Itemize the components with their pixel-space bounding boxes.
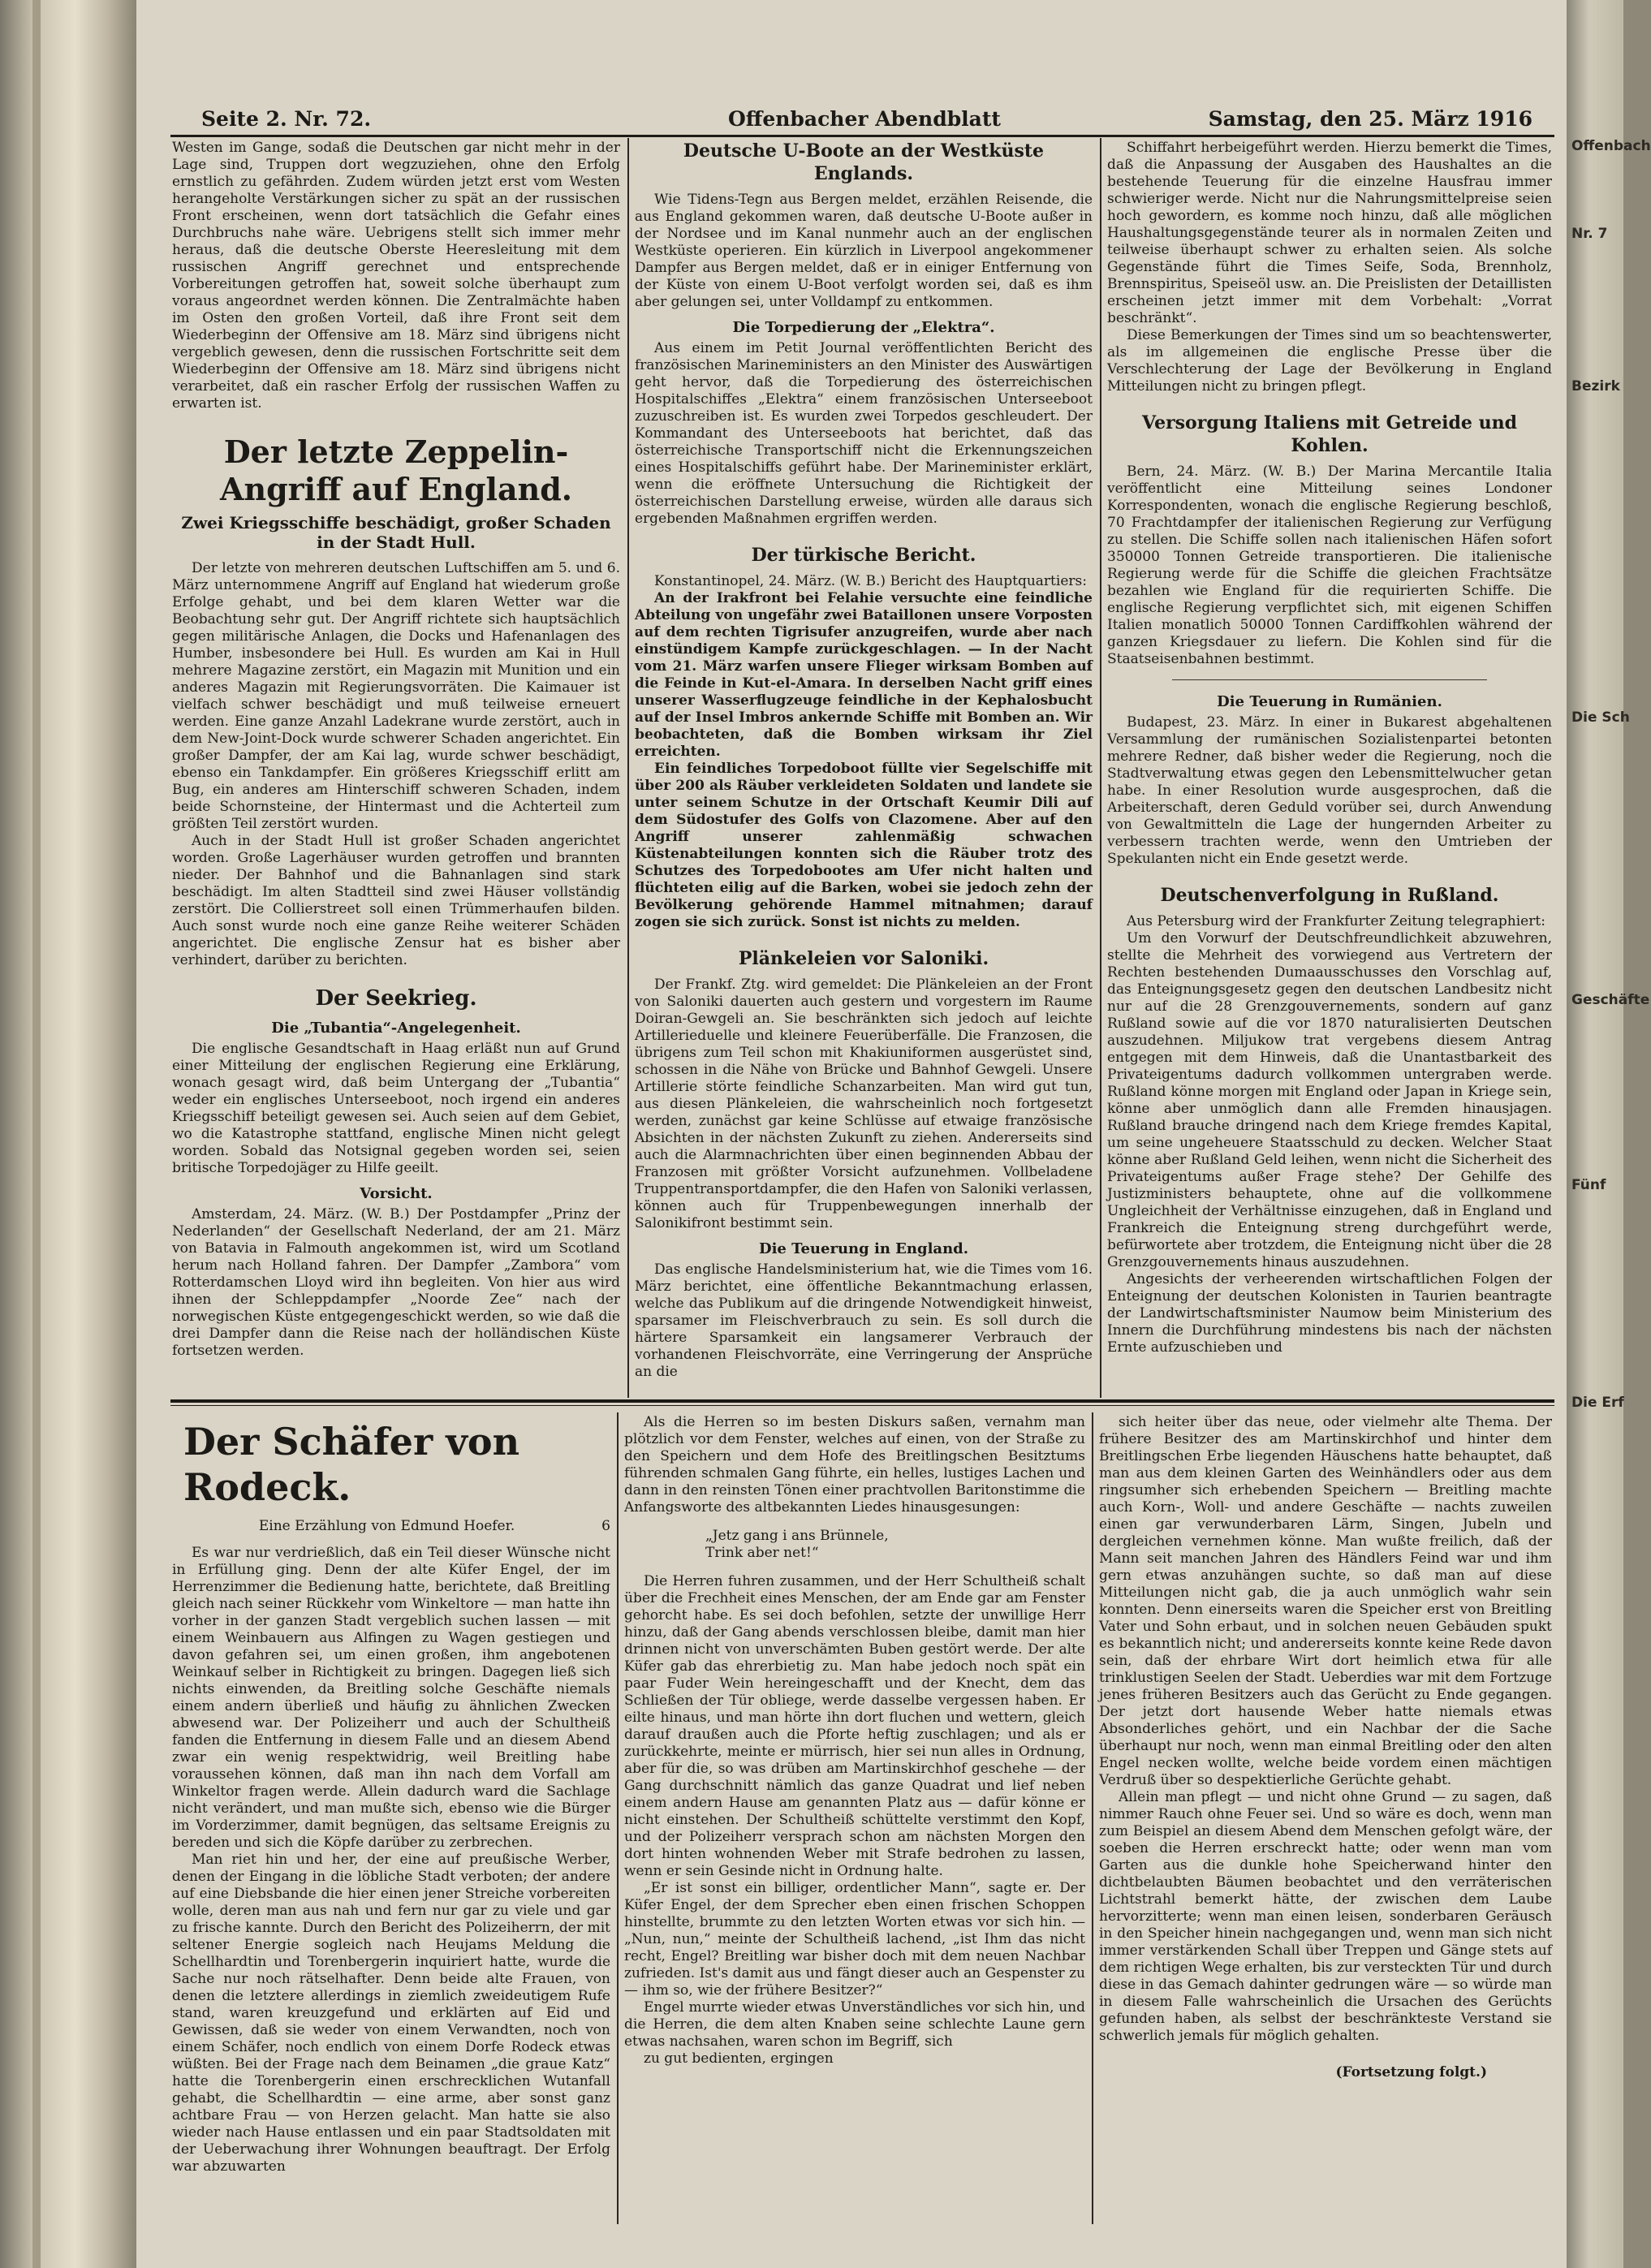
adjacent-word: Geschäfte: [1571, 992, 1650, 1008]
headline-rumaenien: Die Teuerung in Rumänien.: [1217, 693, 1442, 710]
verse-line: Trink aber net!“: [705, 1545, 819, 1561]
story-paragraph: zu gut bedienten, ergingen: [644, 2050, 834, 2067]
headline-zeppelin: Der letzte Zeppelin-Angriff auf England.: [219, 433, 573, 507]
article-paragraph: Aus einem im Petit Journal veröffentlichten Bericht des französischen Marineministers an den Minister des Auswärtigen geht hervor, daß die Torpedierung des österreichischen Hospitalschiffes „Elektra“ einem französischen Unterseeboot zuzuschreiben ist. Es wurden zwei Torpedos geschleudert. Der Kommandant des Unterseeboots hat berichtet, daß das österreichische Transportschiff nicht die Erkennungszeichen eines Hospitalschiffs geführt habe. Der Marineminister erklärt, wenn die eröffnete Untersuchung die Richtigkeit der österreichischen Darstellung erweise, würden alle daraus sich ergebenden Maßnahmen ergriffen werden.: [635, 340, 1093, 527]
adjacent-word: Fünf: [1571, 1177, 1606, 1193]
article-paragraph: Ein feindliches Torpedoboot füllte vier Segelschiffe mit über 200 als Räuber verkleideten Soldaten und landete sie unter seinem Schutze in der Ortschaft Keumir Dili auf dem Südostufer des Golfs von Clazomene. Aber auf den Angriff unserer zahlenmäßig schwachen Küstenabteilungen konnten sich die Räuber trotz des Schutzes des Torpedobootes am Ufer nicht halten und flüchteten eilig auf die Barken, wobei sie jedoch zehn der Bevölkerung gehörende Hammel mitnahmen; darauf zogen sie sich zurück. Sonst ist nichts zu melden.: [635, 761, 1093, 930]
page-and-issue-number: Seite 2. Nr. 72.: [201, 107, 372, 131]
headline-russland: Deutschenverfolgung in Rußland.: [1160, 885, 1499, 906]
story-paragraph: sich heiter über das neue, oder vielmehr alte Thema. Der frühere Besitzer des am Martinskirchhof und hinter dem Breitlingschen Erbe liegenden Häuschens hatte behauptet, daß man aus dem kleinen Garten des Weinhändlers oder aus dem ringsumher sich erhebenden Speichern — Breitling machte auch Korn-, Woll- und andere Geschäfte — nachts zuweilen einen gar verwunderbaren Lärm, Singen, Jubeln und dergleichen vernehmen könne. Man wußte freilich, daß der Mann seit manchen Jahren des Händlers Feind war und ihm gern etwas anzuhängen suchte, so daß man auf diese Mitteilungen nicht gab, die ja auch unmöglich wahr sein konnten. Denn einerseits waren die Speicher erst von Breitling Vater und Sohn erbaut, und in solchen neuen Gebäuden spukt es bekanntlich nicht; und andererseits konnte keine Rede davon sein, daß der ehrbare Wirt dort heimlich etwa für alle trinklustigen Seelen der Stadt. Ueberdies war mit dem Fortzuge jenes früheren Besitzers auch das Gerücht zu Ende gegangen. Der jetzt dort hausende Weber hatte niemals etwas Absonderliches gehört, und ein Nachbar der die Sache überhaupt nur noch, wenn man einmal Breitling oder den alten Engel necken wollte, welche beide vordem einen mächtigen Verdruß über so despektierliche Gerüchte gehabt.: [1099, 1414, 1552, 1788]
section-separator: [1172, 679, 1487, 680]
serial-installment-number: 6: [601, 1518, 610, 1534]
story-paragraph: Allein man pflegt — und nicht ohne Grund — zu sagen, daß nimmer Rauch ohne Feuer sei. Und so wäre es doch, wenn man zum Beispiel an diesem Abend dem Menschen gefolgt wäre, der soeben die Herren erschreckt hatte; oder wenn man vom Garten aus die dunkle hohe Speicherwand hinter den dichtbelaubten Bäumen beobachtet und den verräterischen Lichtstrahl bemerkt hätte, der zwischen dem Laube hervorzitterte; wenn man einen leisen, sonderbaren Geräusch in den Speicher hinein nachgegangen und, wenn man sich nicht immer verstärkenden Schall über Treppen und Gänge stets auf dem richtigen Wege erhalten, bis zur versteckten Tür und durch diese in das Gemach dahinter gedrungen wäre — so würde man in diesem Falle wahrscheinlich die Ursachen des Gerüchts gefunden haben, als selbst der beschränkteste Verstand sie schwerlich jemals für möglich gehalten.: [1099, 1789, 1552, 2044]
to-be-continued: (Fortsetzung folgt.): [1335, 2064, 1487, 2080]
subheadline-zeppelin: Zwei Kriegsschiffe beschädigt, großer Schaden in der Stadt Hull.: [181, 513, 611, 552]
headline-elektra: Die Torpedierung der „Elektra“.: [732, 319, 995, 336]
article-paragraph: Um den Vorwurf der Deutschfreundlichkeit abzuwehren, stellte die Mehrheit des vorwiegend aus Vertretern der Rechten bestehenden Dumaausschusses den Vorschlag auf, das Enteignungsgesetz gegen den deutschen Landbesitz nicht nur auf die 28 Grenzgouvernements, sondern auf ganz Rußland sowie auf die vor 1870 naturalisierten Deutschen auszudehnen. Miljukow trat vergebens diesem Antrag entgegen mit dem Hinweis, daß die Unantastbarkeit des Privateigentums dadurch vollkommen untergraben werde. Rußland könne morgen mit England oder Japan in Kriege sein, könne aber unmöglich dann alle Fremden hinausjagen. Rußland brauche dringend nach dem Kriege fremdes Kapital, um seine ungeheuere Staatsschuld zu decken. Welcher Staat könne aber Rußland Geld leihen, wenn nicht die Sicherheit des Privateigentums außer Frage stehe? Der Gehilfe des Justizministers behauptete, ohne auf die vollkommene Ungleichheit der Verhältnisse einzugehen, daß in England und Frankreich die Enteignung streng durchgeführt werde, befürwortete aber trotzdem, die Enteignung nicht über die 28 Grenzgouvernements hinaus auszudehnen.: [1107, 930, 1552, 1270]
article-paragraph: Die englische Gesandtschaft in Haag erläßt nun auf Grund einer Mitteilung der englischen Regierung eine Erklärung, wonach gesagt wird, daß beim Untergang der „Tubantia“ weder ein englisches Unterseeboot, noch irgend ein anderes Kriegsschiff beteiligt gewesen sei. Auch seien auf dem Gebiet, wo die Katastrophe stattfand, englische Minen nicht gelegt worden. Sobald das Notsignal gegeben worden sei, seien britische Torpedojäger zu Hilfe geeilt.: [172, 1041, 620, 1176]
headline-tuerkischer-bericht: Der türkische Bericht.: [751, 545, 976, 566]
headline-italien: Versorgung Italiens mit Getreide und Kohlen.: [1142, 412, 1517, 456]
feuilleton-rule-thin: [170, 1405, 1554, 1406]
column-divider: [1100, 138, 1101, 1398]
newspaper-title: Offenbacher Abendblatt: [728, 107, 1001, 131]
headline-uboote: Deutsche U-Boote an der Westküste Englands.: [683, 140, 1045, 184]
article-paragraph: Budapest, 23. März. In einer in Bukarest abgehaltenen Versammlung der rumänischen Sozialistenpartei betonten mehrere Redner, daß bisher weder die Regierung, noch die Stadtverwaltung etwas gegen den Lebensmittelwucher getan habe. In einer Resolution wurde ausgesprochen, daß die Arbeiterschaft, deren Geduld vorüber sei, durch Anwendung von Gewaltmitteln die Lage der hungernden Arbeiter zu verbessern trachten werde, wenn den Umtrieben der Spekulanten nicht ein Ende gesetzt werde.: [1107, 714, 1552, 867]
serial-byline: [172, 1518, 610, 1535]
upper-column-2: [635, 140, 1093, 1396]
serial-column-3: [1099, 1414, 1552, 2226]
article-paragraph: An der Irakfront bei Felahie versuchte eine feindliche Abteilung von ungefähr zwei Bataillonen unsere Vorposten auf dem rechten Tigrisufer anzugreifen, wurde aber nach einstündigem Kampfe zurückgeschlagen. — In der Nacht vom 21. März warfen unsere Flieger wirksam Bomben auf die Feinde in Kut-el-Amara. In derselben Nacht griff eines unserer Wasserflugzeuge feindliche in der Kephalosbucht auf der Insel Imbros ankernde Schiffe mit Bomben an. Wir beobachteten, daß die Bomben wirksam ihr Ziel erreichten.: [635, 590, 1093, 760]
adjacent-page-edge: [1567, 0, 1651, 2268]
serial-column-1: [172, 1414, 610, 2226]
article-paragraph: Aus Petersburg wird der Frankfurter Zeitung telegraphiert:: [1127, 913, 1545, 929]
issue-date: Samstag, den 25. März 1916: [1208, 107, 1532, 131]
column-divider: [617, 1412, 619, 2224]
book-binding: [0, 0, 136, 2268]
adjacent-word: Bezirk: [1571, 378, 1620, 395]
article-paragraph: Amsterdam, 24. März. (W. B.) Der Postdampfer „Prinz der Nederlanden“ der Gesellschaft Nederland, der am 21. März von Batavia in Falmouth angekommen ist, wird um Scotland herum nach Holland fahren. Der Dampfer „Zambora“ vom Rotterdamschen Lloyd wird ihn begleiten. Von hier aus wird ihnen der Schleppdampfer „Noorde Zee“ nach der norwegischen Küste entgegengeschickt werden, so wie daß die drei Dampfer dann die Reise nach der holländischen Küste fortsetzen werden.: [172, 1206, 620, 1359]
story-paragraph: Die Herren fuhren zusammen, und der Herr Schultheiß schalt über die Frechheit eines Menschen, der am Ende gar am Fenster gehorcht habe. Es sei doch befohlen, setzte der unwillige Herr hinzu, daß der Gang abends verschlossen bleibe, damit man hier drinnen nicht von unverschämten Buben gestört werde. Der alte Küfer gab das ehrerbietig zu. Man habe jedoch noch spät ein paar Fuder Wein hereingeschafft und der Knecht, dem das Schließen der Tür obliege, werde dasselbe vergessen haben. Er eilte hinaus, und man hörte ihn dort fluchen und wettern, gleich darauf draußen auch die Pforte heftig zuschlagen; und als er zurückkehrte, meinte er mürrisch, hier sei nun alles in Ordnung, aber für die, so was drüben am Martinskirchhof geschehe — der Gang durchschnitt nämlich das ganze Quadrat und lief neben einem andern Hause am genannten Platz aus — dafür könne er nicht einstehen. Der Schultheiß schüttelte verstimmt den Kopf, und der Polizeiherr versprach schon am nächsten Morgen den dort hinten wohnenden Weber mit Strafe bedrohen zu lassen, wenn er sein Gesinde nicht in Ordnung halte.: [624, 1573, 1085, 1879]
adjacent-word: Nr. 7: [1571, 226, 1608, 242]
upper-column-3: [1107, 140, 1552, 1396]
article-paragraph: Das englische Handelsministerium hat, wie die Times vom 16. März berichtet, eine öffentliche Bekanntmachung erlassen, welche das Publikum auf die dringende Notwendigkeit hinweist, sparsamer im Fleischverbrauch zu sein. Es soll durch die härtere Sparsamkeit ein langsamerer Verbrauch der vorhandenen Fleischvorräte, eine Verringerung der Ansprüche an die: [635, 1261, 1093, 1380]
verse-line: „Jetz gang i ans Brünnele,: [705, 1528, 889, 1544]
adjacent-word: Die Sch: [1571, 709, 1630, 726]
story-paragraph: Es war nur verdrießlich, daß ein Teil dieser Wünsche nicht in Erfüllung ging. Denn der alte Küfer Engel, der im Herrenzimmer die Bedienung hatte, berichtete, daß Breitling gleich nach seiner Rückkehr vom Winkeltore — man hatte ihn vorher in der ganzen Stadt vergeblich suchen lassen — mit einem Weinbauern aus Alfingen zu Wagen gestiegen und davon gefahren sei, um einen großen, ihm angebotenen Weinkauf selber in Richtigkeit zu bringen. Dagegen ließ sich nichts einwenden, da Breitling solche Geschäfte niemals einem andern überließ und häufig zu ähnlichen Zwecken abwesend war. Der Polizeiherr und auch der Schultheiß fanden die Entfernung in diesem Falle und an diesem Abend zwar ein wenig respektwidrig, weil Breitling habe voraussehen können, daß man ihn nach dem Vorfall am Winkeltor fragen werde. Allein dadurch ward die Sachlage nicht verändert, und man mußte sich, ebenso wie die Bürger im Vorderzimmer, damit begnügen, das seltsame Ereignis zu bereden und sich die Köpfe darüber zu zerbrechen.: [172, 1545, 610, 1851]
upper-column-1: [172, 140, 620, 1396]
article-paragraph: Der letzte von mehreren deutschen Luftschiffen am 5. und 6. März unternommene Angriff auf England hat wiederum große Erfolge gehabt, und bei dem klaren Wetter war die Beobachtung sehr gut. Der Angriff richtete sich hauptsächlich gegen militärische Anlagen, die Docks und Hafenanlagen des Humber, insbesondere bei Hull. Es wurden am Kai in Hull mehrere Magazine zerstört, ein Magazin mit Munition und ein anderes Magazin mit Regierungsvorräten. Die Kaimauer ist vielfach schwer beschädigt und muß teilweise erneuert werden. Eine ganze Anzahl Ladekrane wurde zerstört, auch in dem New-Joint-Dock wurde schwerer Schaden angerichtet. Ein großer Dampfer, der am Kai lag, wurde schwer beschädigt, ebenso ein Tankdampfer. Ein größeres Kriegsschiff erlitt am Bug, ein anderes am Hinterschiff schweren Schaden, indem beide Schornsteine, der Hintermast und die Achterteil zum größten Teil zerstört wurden.: [172, 560, 620, 832]
adjacent-word: Die Erf: [1571, 1395, 1624, 1411]
article-paragraph: Bern, 24. März. (W. B.) Der Marina Mercantile Italia veröffentlicht eine Mitteilung seines Londoner Korrespondenten, wonach die englische Regierung beschloß, 70 Frachtdampfer der italienischen Regierung zur Verfügung zu stellen. Die Schiffe sollen nach italienischen Häfen sofort 350000 Tonnen Getreide transportieren. Die italienische Regierung werde für die Schiffe die gleichen Frachtsätze bezahlen wie England für die requirierten Schiffe. Die englische Regierung verpflichtet sich, mit eigenen Schiffen Italien monatlich 50000 Tonnen Cardiffkohlen während der ganzen Kriegsdauer zu liefern. Die Kohlen sind für die Staatseisenbahnen bestimmt.: [1107, 464, 1552, 667]
story-paragraph: Engel murrte wieder etwas Unverständliches vor sich hin, und die Herren, die dem alten Knaben seine schlechte Laune gern etwas nachsahen, waren schon im Begriff, sich: [624, 1999, 1085, 2050]
story-paragraph: Als die Herren so im besten Diskurs saßen, vernahm man plötzlich vor dem Fenster, welches auf einen, von der Straße zu den Speichern und dem Hofe des Breitlingschen Besitztums führenden schmalen Gang führte, ein helles, lustiges Lachen und dann in den reinsten Tönen einer prachtvollen Baritonstimme die Anfangsworte des altbekannten Liedes hinausgesungen:: [624, 1414, 1085, 1516]
story-paragraph: Man riet hin und her, der eine auf preußische Werber, denen der Eingang in die löbliche Stadt verboten; der andere auf eine Diebsbande die hier einen jener Streiche vorbereiten wolle, deren man aus nah und fern nur gar zu viele und gar zu frische kannte. Durch den Bericht des Polizeiherrn, der mit seltener Energie sogleich nach Heujams Meldung die Schellhardtin und Torenbergerin inquiriert hatte, wurde die Sache nur noch rätselhafter. Denn beide alte Frauen, von denen die letztere allerdings in ziemlich zweideutigem Rufe stand, waren kreuzgefund und erklärten auf Eid und Gewissen, daß sie weder von einem Verwandten, noch von einem Schäfer, noch endlich von einem Dorfe Rodeck etwas wüßten. Bei der Frage nach dem Beinamen „die graue Katz“ hatte die Torenbergerin einen erschrecklichen Wutanfall gehabt, die Schellhardtin — eine arme, aber sonst ganz achtbare Frau — von Herzen gelacht. Man hatte sie also wieder nach Hause entlassen und ein paar Stadtsoldaten mit der Ueberwachung ihrer Wohnungen beauftragt. Der Erfolg war abzuwarten: [172, 1852, 610, 2175]
feuilleton-rule: [170, 1399, 1554, 1403]
adjacent-word: Offenbach: [1571, 138, 1651, 154]
binding-stripe: [32, 0, 41, 2268]
subheadline-vorsicht: Vorsicht.: [360, 1185, 433, 1202]
headline-teuerung-england: Die Teuerung in England.: [758, 1240, 969, 1257]
masthead-rule: [170, 135, 1554, 137]
subheadline-tubantia: Die „Tubantia“-Angelegenheit.: [271, 1020, 521, 1037]
article-paragraph: Wie Tidens-Tegn aus Bergen meldet, erzählen Reisende, die aus England gekommen waren, daß deutsche U-Boote außer in der Nordsee und im Kanal nunmehr auch an der englischen Westküste operieren. Ein kürzlich in Liverpool angekommener Dampfer aus Bergen meldet, daß er in einiger Entfernung von der Küste von einem U-Boot verfolgt worden sei, daß es ihm aber gelungen sei, unter Volldampf zu entkommen.: [635, 192, 1093, 310]
article-paragraph: Diese Bemerkungen der Times sind um so beachtenswerter, als im allgemeinen die englische Presse über die Verschlechterung der Lage der Bevölkerung in England Mitteilungen nicht zu bringen pflegt.: [1107, 327, 1552, 395]
song-verse: [624, 1528, 1085, 1562]
headline-saloniki: Plänkeleien vor Saloniki.: [738, 948, 989, 969]
article-continuation: Westen im Gange, sodaß die Deutschen gar nicht mehr in der Lage sind, Truppen dort wegzuziehen, ohne den Erfolg ernstlich zu gefährden. Zudem würden jetzt erst vom Westen herangeholte Verstärkungen sicher zu spät an der russischen Front erscheinen, wenn dort tatsächlich die Gefahr eines Durchbruchs nahe wäre. Uebrigens stellt sich immer mehr heraus, daß die deutsche Oberste Heeresleitung mit dem russischen Angriff gerechnet und entsprechende Vorbereitungen getroffen hat, soweit solche überhaupt zum voraus angeordnet werden können. Die Zentralmächte haben im Osten den großen Vorteil, daß ihre Front seit dem Wiederbeginn der Offensive am 18. März sind übrigens nicht vergeblich gewesen, denn die russischen Fortschritte seit dem Wiederbeginn der Offensive am 18. März sind übrigens nicht verarbeitet, daß ein rascher Erfolg der russischen Waffen zu erwarten ist.: [172, 140, 620, 412]
article-paragraph: Konstantinopel, 24. März. (W. B.) Bericht des Hauptquartiers:: [654, 573, 1087, 589]
article-paragraph: Angesichts der verheerenden wirtschaftlichen Folgen der Enteignung der deutschen Kolonisten in Taurien beantragte der Landwirtschaftsminister Naumow beim Ministerium des Innern die Durchführung mindestens bis nach der nächsten Ernte aufzuschieben und: [1107, 1271, 1552, 1356]
serial-author: Eine Erzählung von Edmund Hoefer.: [258, 1518, 515, 1534]
story-paragraph: „Er ist sonst ein billiger, ordentlicher Mann“, sagte er. Der Küfer Engel, der dem Sprecher eben einen frischen Schoppen hinstellte, brummte zu den letzten Worten etwas vor sich hin. — „Nun, nun,“ meinte der Schultheiß lachend, „ist Ihm das nicht recht, Engel? Breitling war bisher doch mit dem neuen Nachbar zufrieden. Ist's damit aus und fängt dieser auch an Gespenster zu — ihm so, wie der frühere Besitzer?“: [624, 1880, 1085, 1999]
article-paragraph: Der Frankf. Ztg. wird gemeldet: Die Plänkeleien an der Front von Saloniki dauerten auch gestern und vorgestern im Raume Doiran-Gewgeli an. Sie beschränkten sich jedoch auf leichte Artillerieduelle und kleinere Feuerüberfälle. Die Franzosen, die übrigens zum Teil schon mit Khakiuniformen ausgerüstet sind, schossen in die Nähe von Brücke und Bahnhof Gewgeli. Unsere Artillerie störte feindliche Schanzarbeiten. Man wird gut tun, aus diesen Plänkeleien, die wahrscheinlich noch fortgesetzt werden, zunächst gar keine Schlüsse auf etwaige französische Absichten in der nächsten Zukunft zu ziehen. Andererseits sind auch die Alarmnachrichten über einen beginnenden Abbau der Franzosen mit größter Vorsicht aufzunehmen. Vollbeladene Truppentransportdampfer, die den Hafen von Saloniki verlassen, können auch für Truppenbewegungen innerhalb der Salonikifront bestimmt sein.: [635, 977, 1093, 1231]
column-divider: [627, 138, 629, 1398]
serial-title: Der Schäfer von Rodeck.: [183, 1420, 520, 1509]
article-continuation: Schiffahrt herbeigeführt werden. Hierzu bemerkt die Times, daß die Anpassung der Ausgaben des Haushaltes an die bestehende Teuerung für die einzelne Hausfrau immer schwieriger werde. Nicht nur die Nahrungsmittelpreise seien hoch gewordern, es komme noch hinzu, daß alle möglichen Haushaltungsgegenstände teurer als in normalen Zeiten und teilweise überhaupt schwer zu erhalten seien. Als solche Gegenstände führt die Times Seife, Soda, Brennholz, Brennspiritus, Speiseöl usw. an. Die Preislisten der Detaillisten erscheinen jetzt immer mit dem Vorbehalt: „Vorrat beschränkt“.: [1107, 140, 1552, 326]
article-paragraph: Auch in der Stadt Hull ist großer Schaden angerichtet worden. Große Lagerhäuser wurden getroffen und brannten nieder. Der Bahnhof und die Bahnanlagen sind stark beschädigt. Im alten Stadtteil sind zwei Häuser vollständig zerstört. Die Collierstreet soll einen Trümmerhaufen bilden. Auch sonst wurde noch eine ganze Reihe weiterer Schäden angerichtet. Die englische Zensur hat es bisher aber verhindert, darüber zu berichten.: [172, 833, 620, 968]
column-divider: [1092, 1412, 1093, 2224]
serial-column-2: [624, 1414, 1085, 2226]
headline-seekrieg: Der Seekrieg.: [315, 986, 477, 1011]
